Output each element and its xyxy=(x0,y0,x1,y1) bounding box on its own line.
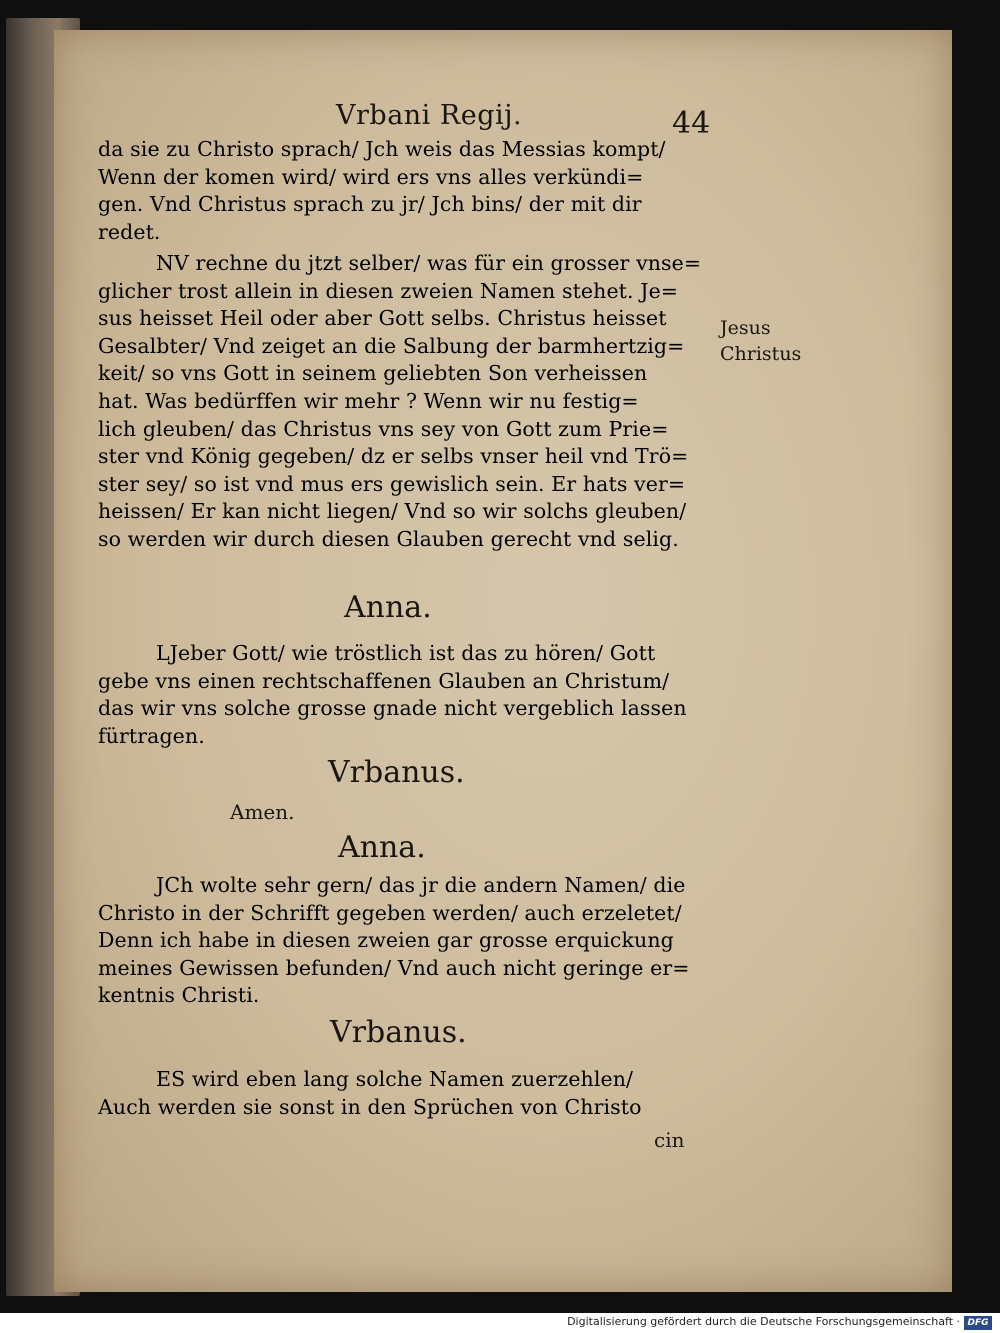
text-line: LJeber Gott/ wie tröstlich ist das zu hören/ Gott xyxy=(156,641,656,665)
text-block-3 xyxy=(98,640,710,750)
book-page xyxy=(54,30,952,1292)
text-line: keit/ so vns Gott in seinem geliebten Son verheissen xyxy=(98,361,648,386)
text-line: Christo in der Schrifft gegeben werden/ auch erzeletet/ xyxy=(98,900,682,925)
text-line: NV rechne du jtzt selber/ was für ein grosser vnse= xyxy=(156,251,702,275)
text-block-1 xyxy=(98,136,710,246)
text-line: das wir vns solche grosse gnade nicht vergeblich lassen xyxy=(98,696,687,721)
text-line: kentnis Christi. xyxy=(98,983,260,1008)
text-block-4 xyxy=(98,872,710,1010)
text-line: Denn ich habe in diesen zweien gar grosse erquickung xyxy=(98,928,674,953)
speaker-heading-anna: Anna. xyxy=(344,590,432,625)
margin-note-line: Jesus xyxy=(720,317,771,339)
text-block-2 xyxy=(98,250,710,554)
text-line: Wenn der komen wird/ wird ers vns alles verkündi= xyxy=(98,164,644,189)
text-line: ster sey/ so ist vnd mus ers gewislich sein. Er hats ver= xyxy=(98,471,686,496)
footer-credit: Digitalisierung gefördert durch die Deutsche Forschungsgemeinschaft · xyxy=(567,1315,960,1328)
speaker-heading-urbanus: Vrbanus. xyxy=(328,755,465,790)
margin-note xyxy=(720,315,801,367)
text-line: fürtragen. xyxy=(98,723,205,748)
text-line: Auch werden sie sonst in den Sprüchen von Christo xyxy=(98,1094,642,1119)
text-line: gebe vns einen rechtschaffenen Glauben an Christum/ xyxy=(98,668,670,693)
text-line: so werden wir durch diesen Glauben gerecht vnd selig. xyxy=(98,526,679,551)
text-line: gen. Vnd Christus sprach zu jr/ Jch bins/ der mit dir xyxy=(98,192,642,217)
text-line: ster vnd König gegeben/ dz er selbs vnser heil vnd Trö= xyxy=(98,444,689,469)
text-line: sus heisset Heil oder aber Gott selbs. Christus heisset xyxy=(98,306,667,331)
text-line: da sie zu Christo sprach/ Jch weis das Messias kompt/ xyxy=(98,137,666,161)
speaker-heading-urbanus: Vrbanus. xyxy=(330,1015,467,1050)
text-line: lich gleuben/ das Christus vns sey von Gott zum Prie= xyxy=(98,416,669,441)
speaker-heading-anna: Anna. xyxy=(338,830,426,865)
text-line: redet. xyxy=(98,219,161,244)
text-line: meines Gewissen befunden/ Vnd auch nicht geringe er= xyxy=(98,955,690,980)
text-line: Gesalbter/ Vnd zeiget an die Salbung der barmhertzig= xyxy=(98,333,685,358)
text-line: glicher trost allein in diesen zweien Namen stehet. Je= xyxy=(98,278,679,303)
margin-note-line: Christus xyxy=(720,343,802,365)
text-line: heissen/ Er kan nicht liegen/ Vnd so wir solchs gleuben/ xyxy=(98,499,687,524)
text-line: hat. Was bedürffen wir mehr ? Wenn wir nu festig= xyxy=(98,388,639,413)
folio-number: 44 xyxy=(672,106,711,141)
text-line: ES wird eben lang solche Namen zuerzehlen/ xyxy=(156,1067,634,1091)
text-block-5 xyxy=(98,1066,710,1121)
amen-line: Amen. xyxy=(230,800,295,824)
text-line: JCh wolte sehr gern/ das jr die andern Namen/ die xyxy=(156,873,686,897)
running-head: Vrbani Regij. xyxy=(336,100,523,131)
catchword: cin xyxy=(654,1128,685,1152)
digitization-footer xyxy=(0,1313,1000,1333)
dfg-logo: DFG xyxy=(964,1316,992,1330)
